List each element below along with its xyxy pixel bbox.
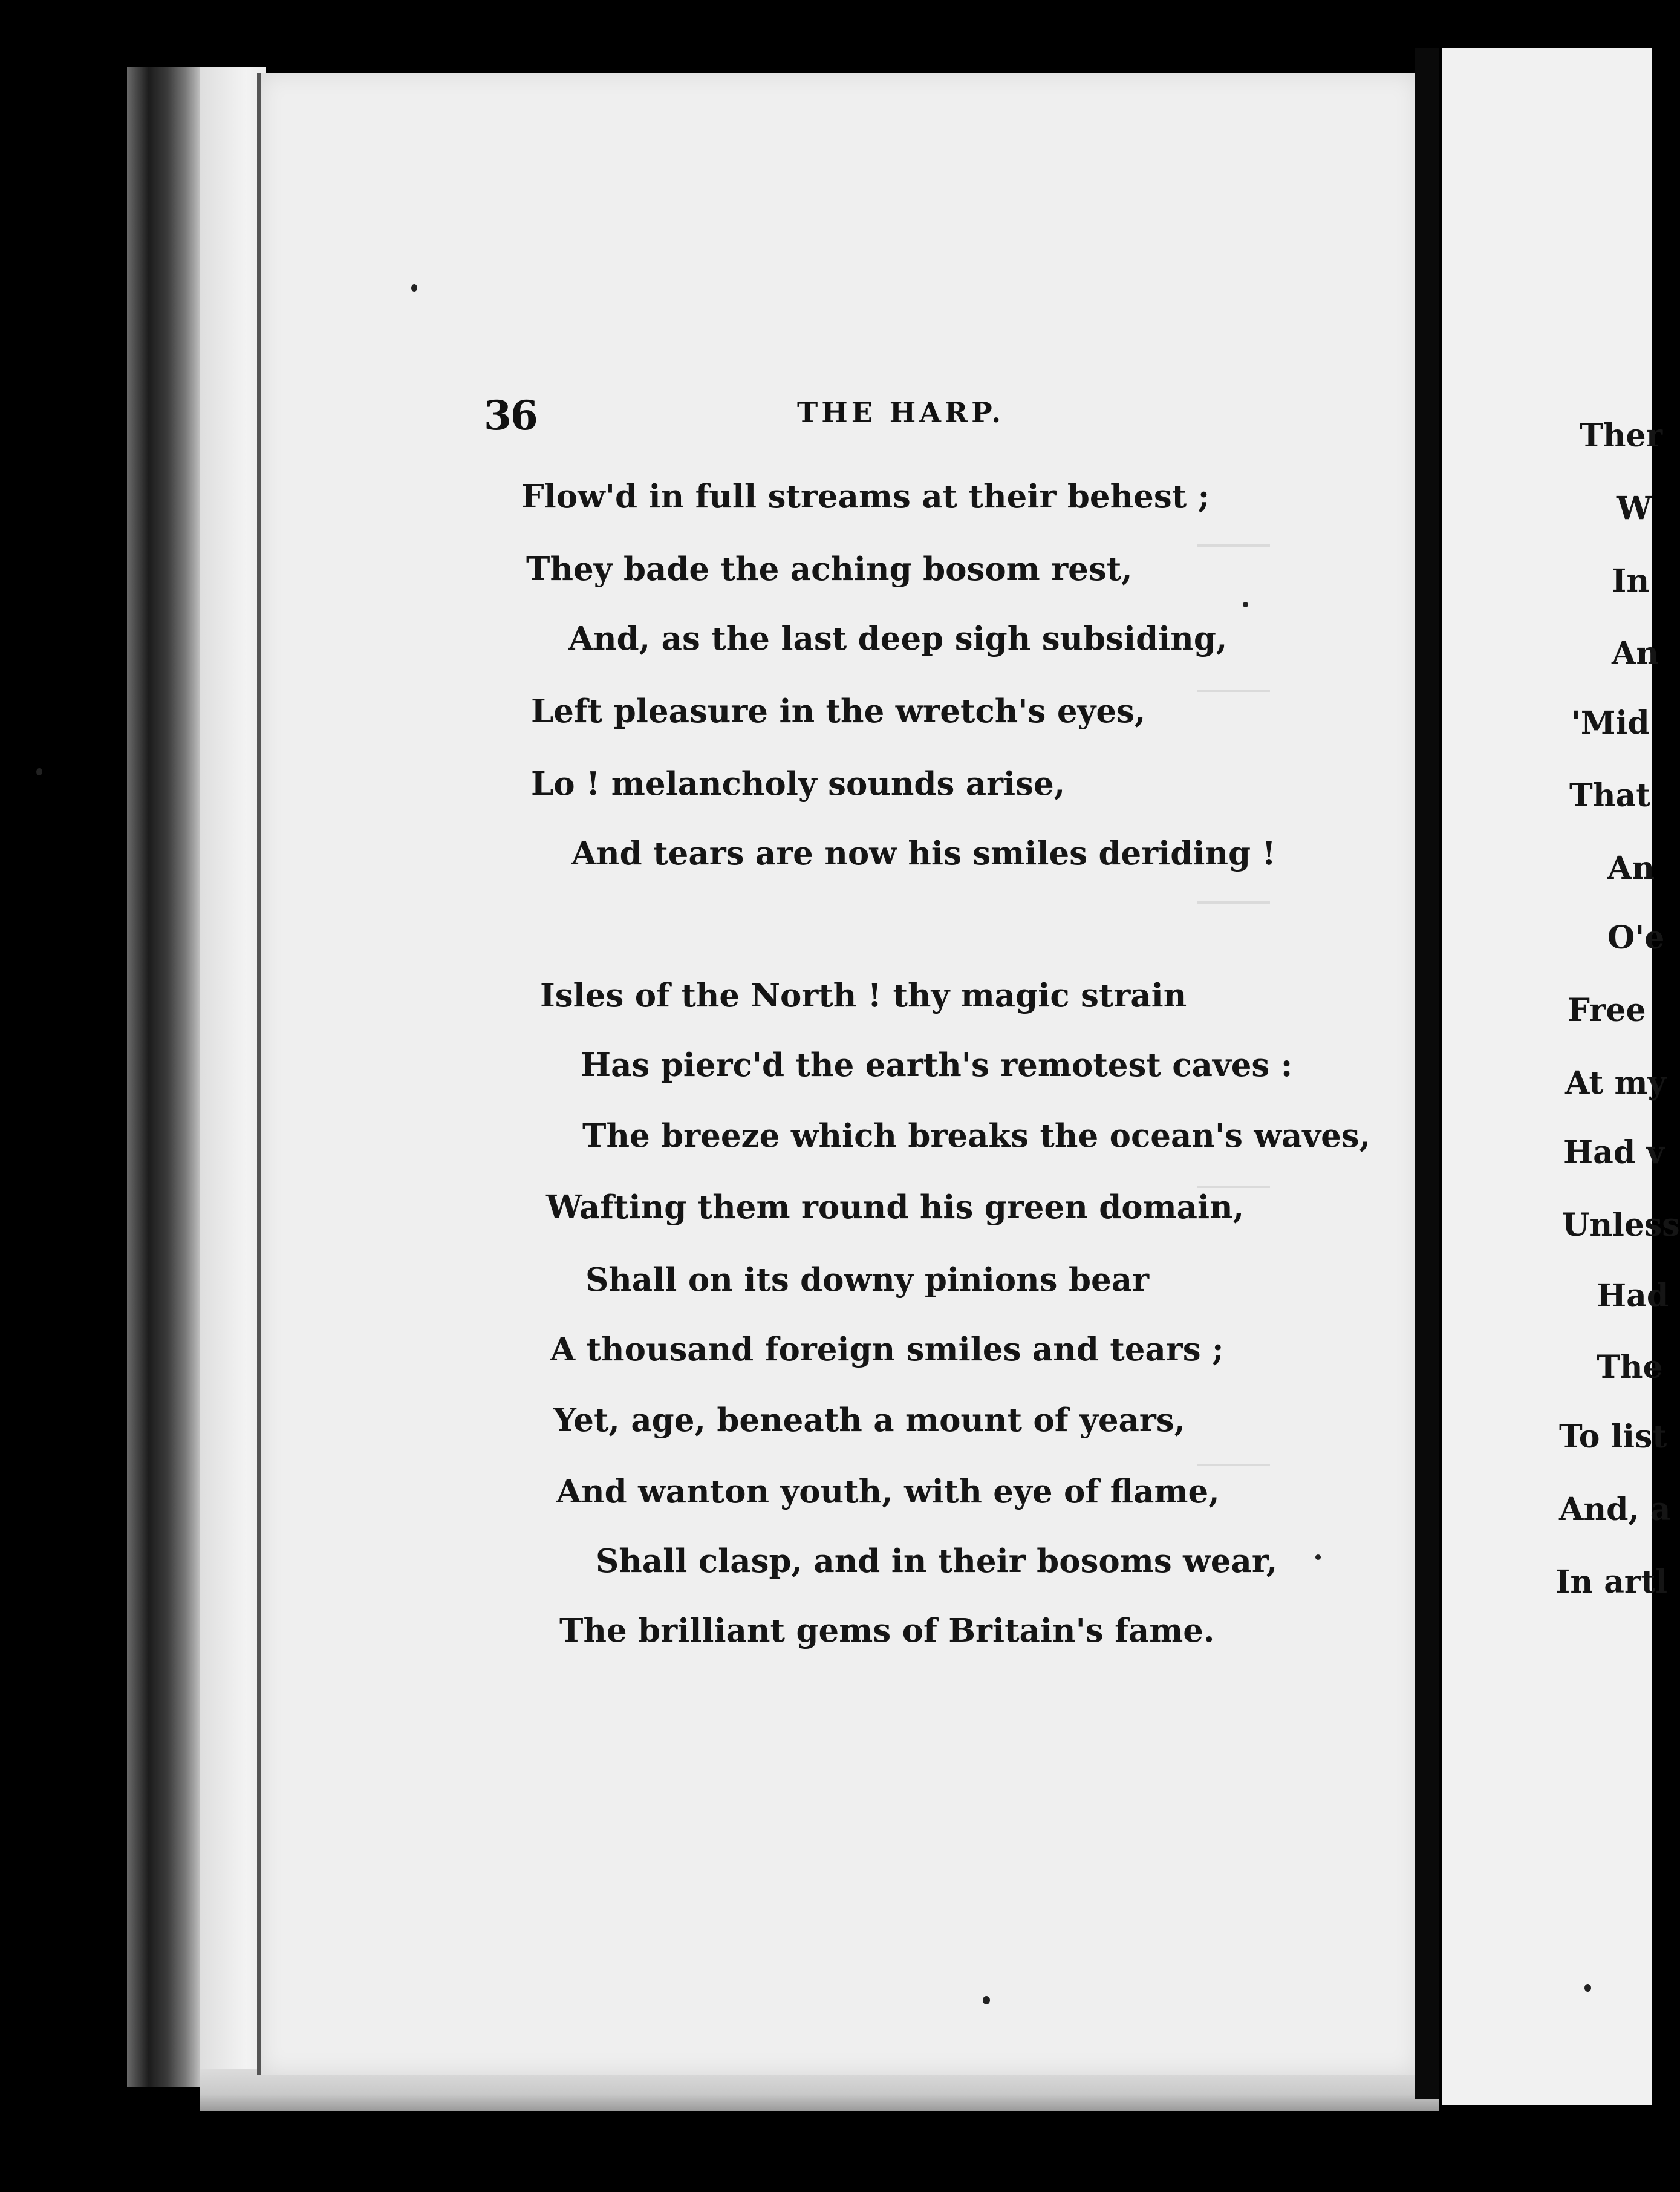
- poem-line: Lo ! melancholy sounds arise,: [531, 765, 1066, 803]
- poem-line: The brilliant gems of Britain's fame.: [559, 1612, 1215, 1649]
- right-page-line: Free: [1568, 992, 1646, 1029]
- poem-line: And wanton youth, with eye of flame,: [556, 1473, 1220, 1510]
- bleed-through-mark: [1197, 544, 1270, 547]
- speck: [983, 1996, 990, 2004]
- speck: [411, 284, 417, 292]
- poem-line: They bade the aching bosom rest,: [526, 550, 1133, 588]
- poem-line: And tears are now his smiles deriding !: [571, 835, 1276, 872]
- bleed-through-mark: [1197, 690, 1270, 692]
- poem-line: Shall clasp, and in their bosoms wear,: [596, 1542, 1278, 1580]
- bleed-through-mark: [1197, 1464, 1270, 1466]
- poem-line: Isles of the North ! thy magic strain: [540, 977, 1187, 1014]
- right-page-line: Ther: [1580, 417, 1662, 454]
- speck: [36, 768, 42, 775]
- poem-line: The breeze which breaks the ocean's waves,: [582, 1117, 1371, 1155]
- speck: [1315, 1554, 1321, 1560]
- page-left-border: [257, 73, 261, 2075]
- right-page-line: And, a: [1559, 1491, 1671, 1528]
- speck: [1243, 602, 1248, 607]
- right-page-line: Had v: [1563, 1134, 1665, 1171]
- poem-line: Shall on its downy pinions bear: [585, 1261, 1150, 1299]
- right-page-line: 'Mid: [1571, 705, 1650, 742]
- poem-line: Flow'd in full streams at their behest ;: [521, 478, 1210, 515]
- poem-line: And, as the last deep sigh subsiding,: [568, 620, 1228, 657]
- speck: [1584, 1984, 1591, 1992]
- right-page-line: To list: [1559, 1418, 1667, 1455]
- page-bottom-edge: [200, 2069, 1439, 2111]
- right-page-line: At my: [1565, 1065, 1666, 1101]
- right-page-line: W: [1617, 490, 1652, 527]
- running-title: THE HARP.: [797, 396, 1005, 429]
- right-page-line: In: [1612, 563, 1650, 599]
- poem-line: A thousand foreign smiles and tears ;: [550, 1331, 1224, 1368]
- book-spine: [127, 67, 200, 2087]
- poem-line: Left pleasure in the wretch's eyes,: [531, 693, 1146, 730]
- poem-line: Wafting them round his green domain,: [546, 1189, 1245, 1226]
- center-gutter: [1415, 48, 1439, 2099]
- bleed-through-mark: [1197, 901, 1270, 904]
- right-page-line: Unless: [1562, 1207, 1680, 1244]
- right-page-line: Had: [1597, 1277, 1669, 1314]
- right-page-line: That: [1569, 777, 1651, 814]
- right-page-line: The: [1597, 1349, 1663, 1386]
- right-page-line: In artl: [1555, 1564, 1668, 1600]
- page-edge: [200, 67, 266, 2081]
- page-number: 36: [484, 392, 537, 439]
- right-page-line: An: [1612, 635, 1659, 672]
- poem-line: Yet, age, beneath a mount of years,: [553, 1401, 1186, 1439]
- bleed-through-mark: [1197, 1186, 1270, 1188]
- right-page-line: An: [1607, 850, 1655, 887]
- right-page-line: O'e: [1607, 919, 1665, 956]
- poem-line: Has pierc'd the earth's remotest caves :: [581, 1046, 1293, 1084]
